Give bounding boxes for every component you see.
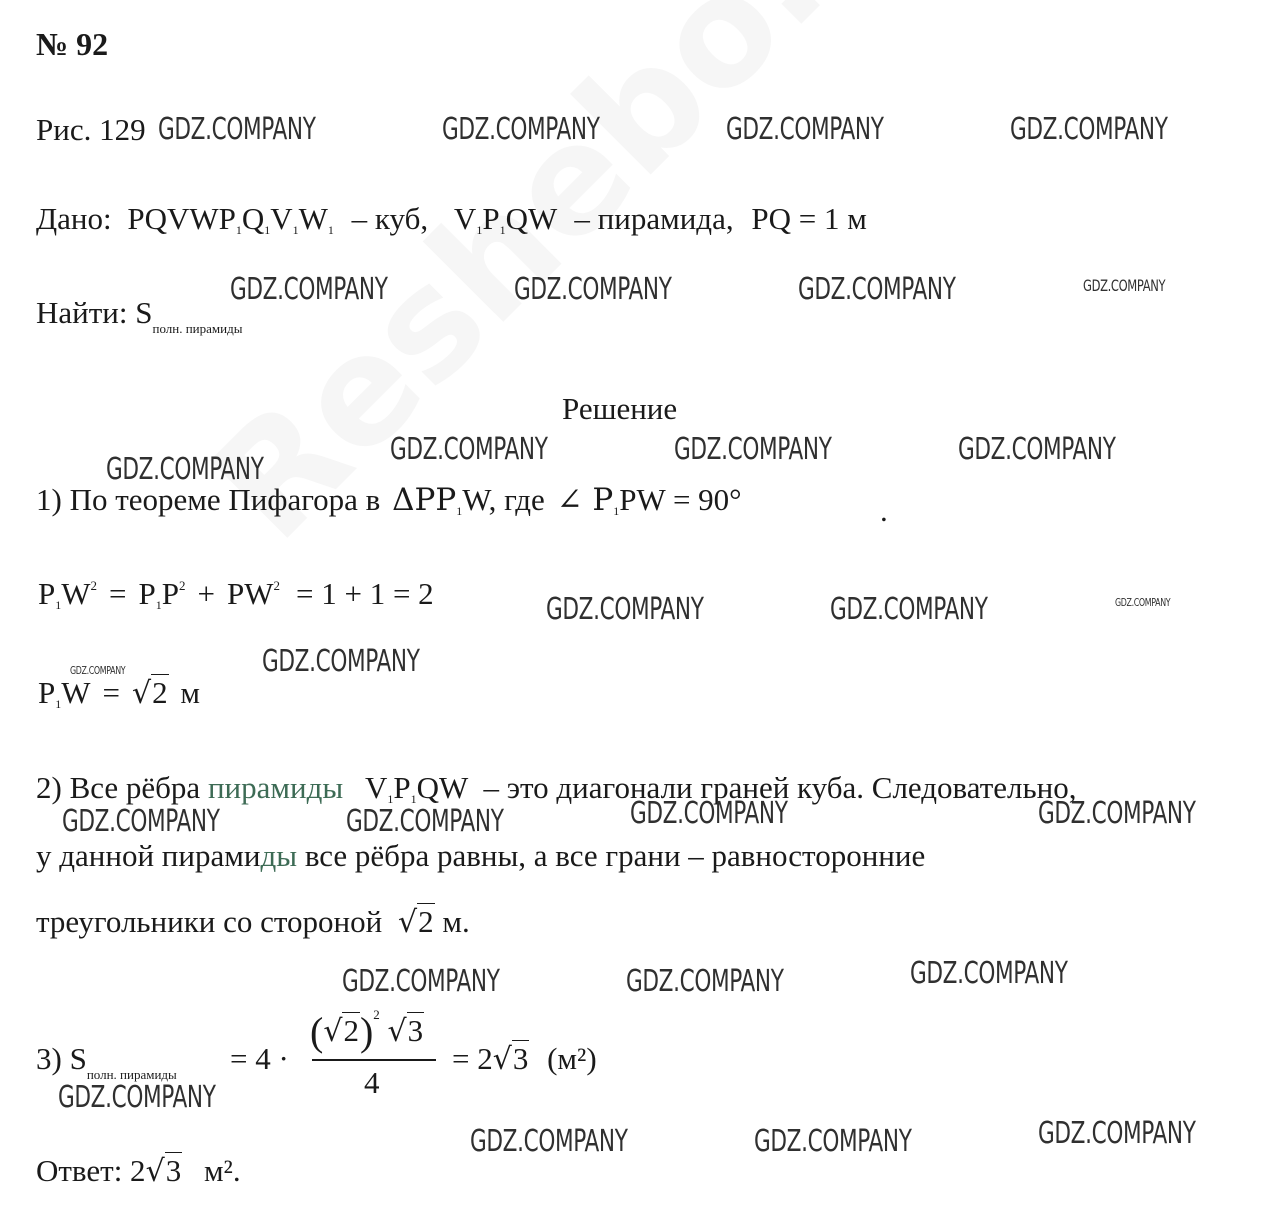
watermark-gdz: GDZ.COMPANY [390,432,548,467]
find-line [36,297,242,335]
fraction-numerator: $(√2)^2$ √3 [310,1007,424,1054]
given-line [36,203,867,236]
watermark-gdz: GDZ.COMPANY [798,272,956,307]
watermark-gdz: GDZ.COMPANY [1083,276,1166,295]
watermark-gdz: GDZ.COMPANY [106,452,264,487]
watermark-gdz: GDZ.COMPANY [158,112,316,147]
solution-heading: Решение [562,391,678,426]
watermark-gdz: GDZ.COMPANY [342,964,500,999]
pyramid-name: $V_1P_1QW$ [453,201,557,237]
find-subscript: полн. пирамиды [152,321,243,336]
cube-word: – куб, [351,201,429,236]
problem-number: № 92 [36,26,109,62]
step1-trailing-dot: . [880,493,888,528]
sqrt-2: √2 [397,904,434,940]
watermark-gdz: GDZ.COMPANY [726,112,884,147]
step3-result: = 2√3 (м²) [452,1041,597,1077]
step2-line1: 2) Все рёбра пирамиды $V_1P_1QW$ – это диагонали граней куба. Следовательно, [36,770,1077,806]
watermark-gdz: GDZ.COMPANY [58,1080,216,1115]
step1-equation-root: $P_1W = √2$ м [38,675,200,711]
watermark-gdz: GDZ.COMPANY [1010,112,1168,147]
watermark-gdz: GDZ.COMPANY [630,796,788,831]
fraction-bar [312,1059,436,1061]
watermark-gdz: GDZ.COMPANY [62,804,220,839]
cube-name: $PQVWP_1Q_1V_1W_1$ [127,201,334,237]
watermark-gdz: GDZ.COMPANY [70,664,126,677]
watermark-gdz: GDZ.COMPANY [1038,1116,1196,1151]
step3-equals-four: = 4 · [230,1041,289,1076]
answer-line: Ответ: 2√3 м². [36,1153,241,1189]
watermark-gdz: GDZ.COMPANY [346,804,504,839]
sqrt-2: √2 [132,675,168,711]
step2-line2: у данной пирамиды все рёбра равны, а все грани – равносторонние [36,838,926,873]
watermark-gdz: GDZ.COMPANY [230,272,388,307]
fraction-denominator: 4 [364,1065,380,1100]
watermark-gdz: GDZ.COMPANY [514,272,672,307]
step3-label: 3) $S_{полн. пирамиды}$ [36,1041,177,1082]
step1-equation-pythagoras: $P_1W^2 = P_1P^2 + PW^2 = 1 + 1 = 2$ [38,576,434,612]
watermark-gdz: GDZ.COMPANY [626,964,784,999]
watermark-gdz: GDZ.COMPANY [958,432,1116,467]
watermark-gdz: GDZ.COMPANY [546,592,704,627]
given-label: Дано: [36,201,112,236]
watermark-gdz: GDZ.COMPANY [674,432,832,467]
watermark-gdz: GDZ.COMPANY [910,956,1068,991]
watermark-gdz: GDZ.COMPANY [442,112,600,147]
watermark-gdz: GDZ.COMPANY [1115,596,1171,609]
watermark-gdz: GDZ.COMPANY [262,644,420,679]
step1-text: 1) По теореме Пифагора в $\Delta PP_1W$, где ∠ $P_1PW = 90^\circ$ [36,482,742,518]
watermark-gdz: GDZ.COMPANY [470,1124,628,1159]
pyramid-word: – пирамида, [574,201,734,236]
figure-reference: Рис. 129 [36,112,146,147]
step2-line3: треугольники со стороной √2 м. [36,904,470,940]
watermark-gdz: GDZ.COMPANY [1038,796,1196,831]
find-label: Найти: S [36,295,153,330]
watermark-gdz: GDZ.COMPANY [830,592,988,627]
edge-length: PQ = 1 м [751,201,867,236]
watermark-gdz: GDZ.COMPANY [754,1124,912,1159]
